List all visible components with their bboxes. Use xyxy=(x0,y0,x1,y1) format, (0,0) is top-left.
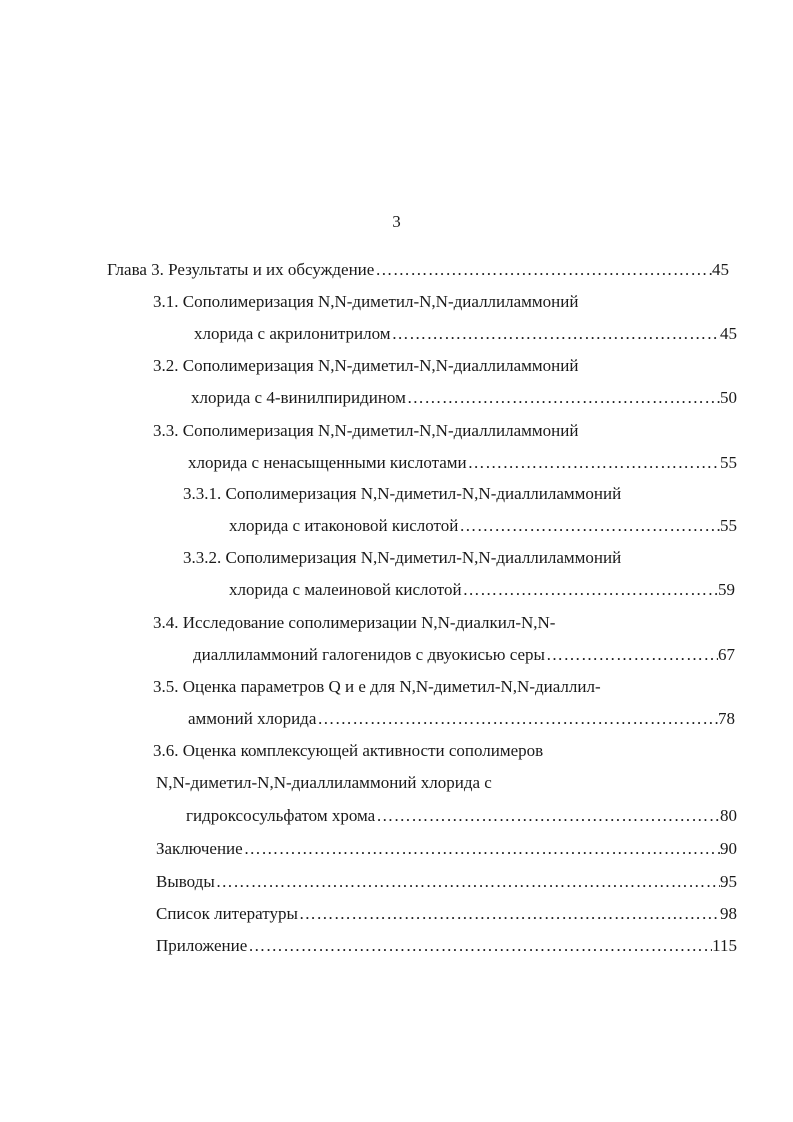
toc-entry-references xyxy=(156,903,737,925)
toc-entry-3-2 xyxy=(191,387,737,409)
toc-leader-dots xyxy=(458,515,720,537)
toc-page-number: 55 xyxy=(720,516,737,535)
toc-entry-findings xyxy=(156,871,737,893)
toc-entry-text: хлорида с малеиновой кислотой xyxy=(229,580,462,599)
toc-entry-3-3-1 xyxy=(229,515,737,537)
toc-entry-3-4-line1: 3.4. Исследование сополимеризации N,N-диалкил-N,N- xyxy=(153,613,556,632)
toc-entry-text: хлорида с акрилонитрилом xyxy=(194,324,391,343)
toc-entry-text: Глава 3. Результаты и их обсуждение xyxy=(107,260,375,279)
toc-entry-text: гидроксосульфатом хрома xyxy=(186,806,376,825)
toc-page-number: 78 xyxy=(718,709,735,728)
toc-entry-3-4 xyxy=(193,644,735,666)
toc-entry-3-3 xyxy=(188,452,737,474)
toc-entry-3-2-line1: 3.2. Сополимеризация N,N-диметил-N,N-диаллиламмоний xyxy=(153,356,579,375)
toc-entry-3-1 xyxy=(194,323,737,345)
toc-entry-3-6-line2: N,N-диметил-N,N-диаллиламмоний хлорида с xyxy=(156,773,492,792)
toc-page-number: 59 xyxy=(718,580,735,599)
toc-entry-text: Выводы xyxy=(156,872,215,891)
toc-page-number: 90 xyxy=(720,839,737,858)
toc-leader-dots xyxy=(406,387,720,409)
toc-page-number: 55 xyxy=(720,453,737,472)
toc-page-number: 67 xyxy=(718,645,735,664)
toc-page-number: 80 xyxy=(720,806,737,825)
toc-leader-dots xyxy=(375,805,720,827)
toc-leader-dots xyxy=(298,903,720,925)
toc-leader-dots xyxy=(391,323,720,345)
toc-page-number: 45 xyxy=(712,260,729,279)
toc-entry-3-5 xyxy=(188,708,735,730)
toc-entry-text: Список литературы xyxy=(156,904,298,923)
toc-leader-dots xyxy=(374,259,712,281)
toc-entry-text: Заключение xyxy=(156,839,243,858)
toc-entry-3-1-line1: 3.1. Сополимеризация N,N-диметил-N,N-диаллиламмоний xyxy=(153,292,579,311)
toc-leader-dots xyxy=(243,838,720,860)
toc-entry-3-3-2-line1: 3.3.2. Сополимеризация N,N-диметил-N,N-диаллиламмоний xyxy=(183,548,622,567)
toc-page-number: 95 xyxy=(720,872,737,891)
toc-entry-text: хлорида с 4-винилпиридином xyxy=(191,388,406,407)
toc-entry-text: хлорида с ненасыщенными кислотами xyxy=(188,453,467,472)
toc-entry-3-3-1-line1: 3.3.1. Сополимеризация N,N-диметил-N,N-диаллиламмоний xyxy=(183,484,622,503)
toc-leader-dots xyxy=(462,579,718,601)
toc-entry-3-3-line1: 3.3. Сополимеризация N,N-диметил-N,N-диаллиламмоний xyxy=(153,421,579,440)
toc-page-number: 45 xyxy=(720,324,737,343)
toc-leader-dots xyxy=(316,708,718,730)
toc-entry-text: Приложение xyxy=(156,936,248,955)
toc-page-number: 115 xyxy=(712,936,737,955)
toc-page-number: 50 xyxy=(720,388,737,407)
toc-entry-conclusion xyxy=(156,838,737,860)
toc-leader-dots xyxy=(247,935,712,957)
toc-entry-text: аммоний хлорида xyxy=(188,709,317,728)
toc-entry-3-5-line1: 3.5. Оценка параметров Q и е для N,N-диметил-N,N-диаллил- xyxy=(153,677,601,696)
toc-leader-dots xyxy=(467,452,720,474)
toc-entry-text: хлорида с итаконовой кислотой xyxy=(229,516,459,535)
toc-entry-3-6 xyxy=(186,805,737,827)
toc-entry-text: диаллиламмоний галогенидов с двуокисью серы xyxy=(193,645,545,664)
toc-leader-dots xyxy=(545,644,718,666)
toc-entry-3-6-line1: 3.6. Оценка комплексующей активности сополимеров xyxy=(153,741,544,760)
toc-entry-chapter-3 xyxy=(107,259,729,281)
toc-entry-appendix xyxy=(156,935,737,957)
toc-leader-dots xyxy=(215,871,720,893)
toc-entry-3-3-2 xyxy=(229,579,735,601)
page-number: 3 xyxy=(392,212,401,231)
toc-page-number: 98 xyxy=(720,904,737,923)
